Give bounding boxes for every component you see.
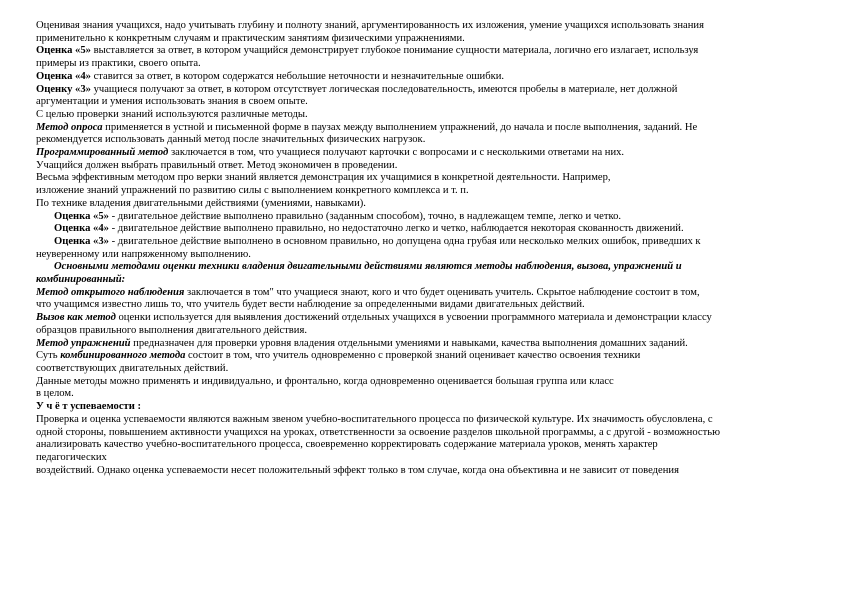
text-span: заключается в том, что учащиеся получают карточки с вопросами и с несколькими ответами на них. bbox=[168, 147, 625, 159]
text-span: учащиеся получают за ответ, в котором отсутствует логическая последовательность, имеются пробелы в материале, нет должной bbox=[90, 83, 678, 95]
text-line bbox=[36, 223, 812, 236]
text-line bbox=[36, 249, 812, 262]
emphasized-text: Оценку «3» bbox=[36, 83, 91, 95]
emphasized-text: У ч ё т успеваемости : bbox=[36, 401, 142, 413]
text-span: воздействий. Однако оценка успеваемости несет положительный эффект только в том случае, когда она объективна и не зависит от поведения bbox=[36, 464, 679, 476]
text-line bbox=[36, 439, 812, 452]
text-span: Весьма эффективным методом про верки знаний является демонстрация их учащимися в конкретной деятельности. Например, bbox=[36, 172, 611, 184]
text-span: заключается в том" что учащиеся знают, кого и что будет оценивать учитель. Скрытое наблюдение состоит в том, bbox=[184, 286, 700, 298]
text-span: Данные методы можно применять и индивидуально, и фронтально, когда одновременно оценивается большая группа или класс bbox=[36, 375, 614, 387]
text-line bbox=[36, 427, 812, 440]
text-line bbox=[36, 134, 812, 147]
emphasized-text: Оценка «5» bbox=[54, 210, 109, 222]
emphasized-text: Вызов как метод bbox=[36, 312, 116, 324]
text-line bbox=[36, 96, 812, 109]
text-span: аргументации и умения использовать знания в своем опыте. bbox=[36, 96, 308, 108]
text-line bbox=[36, 312, 812, 325]
text-span: - двигательное действие выполнено правильно (заданным способом), точно, в надлежащем темпе, легко и четко. bbox=[108, 210, 622, 222]
text-span: образцов правильного выполнения двигательного действия. bbox=[36, 324, 307, 336]
text-line bbox=[36, 122, 812, 135]
text-line bbox=[36, 172, 812, 185]
text-line bbox=[36, 363, 812, 376]
emphasized-text: Метод открытого наблюдения bbox=[36, 286, 185, 298]
text-span: педагогических bbox=[36, 451, 107, 463]
text-span: оценки используется для выявления достижений отдельных учащихся в усвоении программного материала и демонстрации классу bbox=[115, 312, 712, 324]
text-line bbox=[36, 147, 812, 160]
text-span: соответствующих двигательных действий. bbox=[36, 362, 229, 374]
text-line bbox=[36, 414, 812, 427]
text-line bbox=[36, 185, 812, 198]
text-span: что учащимся известно лишь то, что учитель будет вести наблюдение за определенными видами двигательных действий. bbox=[36, 299, 585, 311]
text-line bbox=[36, 198, 812, 211]
text-span: применительно к конкретным случаям и практическим занятиям физическими упражнениями. bbox=[36, 32, 465, 44]
text-span: в целом. bbox=[36, 388, 74, 400]
text-line bbox=[36, 45, 812, 58]
text-line bbox=[36, 452, 812, 465]
text-line bbox=[36, 325, 812, 338]
text-line bbox=[36, 338, 812, 351]
text-span: состоит в том, что учитель одновременно с проверкой знаний оценивает качество освоения техники bbox=[185, 350, 641, 362]
text-line bbox=[36, 33, 812, 46]
text-line bbox=[36, 376, 812, 389]
emphasized-text: комбинированный: bbox=[36, 274, 126, 286]
text-line bbox=[36, 109, 812, 122]
text-line bbox=[36, 236, 812, 249]
text-line bbox=[36, 287, 812, 300]
text-span: - двигательное действие выполнено правильно, но недостаточно легко и четко, наблюдается некоторая скованность движений. bbox=[108, 223, 684, 235]
text-line bbox=[36, 71, 812, 84]
text-span: Оценивая знания учащихся, надо учитывать глубину и полноту знаний, аргументированность их изложения, умение учащихся использовать знания bbox=[36, 20, 704, 31]
text-span: изложение знаний упражнений по развитию силы с выполнением конкретного комплекса и т. п. bbox=[36, 185, 469, 197]
emphasized-text: Оценка «3» bbox=[54, 235, 109, 247]
text-span: выставляется за ответ, в котором учащийся демонстрирует глубокое понимание сущности материала, логично его излагает, используя bbox=[90, 45, 699, 57]
text-line bbox=[36, 274, 812, 287]
emphasized-text: Основными методами оценки техники владения двигательными действиями являются методы наблюдения, вызова, упражнений и bbox=[54, 261, 682, 273]
emphasized-text: Программированный метод bbox=[36, 147, 169, 159]
text-span: примеры из практики, своего опыта. bbox=[36, 58, 201, 70]
text-span: С целью проверки знаний используются различные методы. bbox=[36, 108, 308, 120]
text-span: применяется в устной и письменной форме в паузах между выполнением упражнений, до начала и после выполнения, заданий. Не bbox=[102, 121, 698, 133]
emphasized-text: Метод упражнений bbox=[36, 337, 131, 349]
text-line bbox=[36, 20, 812, 33]
text-line bbox=[36, 388, 812, 401]
text-line bbox=[36, 465, 812, 478]
text-span: неуверенному или напряженному выполнению. bbox=[36, 248, 251, 260]
text-line bbox=[36, 58, 812, 71]
text-span: Суть bbox=[36, 350, 61, 362]
text-span: Проверка и оценка успеваемости являются важным звеном учебно-воспитательного процесса по физической культуре. Их значимость обусловлена, с bbox=[36, 413, 713, 425]
emphasized-text: Метод опроса bbox=[36, 121, 103, 133]
text-line bbox=[36, 350, 812, 363]
text-line bbox=[36, 160, 812, 173]
emphasized-text: комбинированного метода bbox=[60, 350, 186, 362]
text-span: - двигательное действие выполнено в основном правильно, но допущена одна грубая или несколько мелких ошибок, приведших к bbox=[108, 235, 701, 247]
text-span: предназначен для проверки уровня владения отдельными умениями и навыками, качества выполнения домашних заданий. bbox=[130, 337, 688, 349]
text-line bbox=[36, 211, 812, 224]
text-line bbox=[36, 261, 812, 274]
text-span: ставится за ответ, в котором содержатся небольшие неточности и незначительные ошибки. bbox=[90, 70, 505, 82]
text-span: анализировать качество учебно-воспитательного процесса, своевременно корректировать содержание материала уроков, менять характер bbox=[36, 439, 658, 451]
text-span: рекомендуется использовать данный метод после значительных физических нагрузок. bbox=[36, 134, 426, 146]
text-span: Учащийся должен выбрать правильный ответ. Метод экономичен в проведении. bbox=[36, 159, 398, 171]
emphasized-text: Оценка «4» bbox=[54, 223, 109, 235]
text-line bbox=[36, 84, 812, 97]
text-span: одной стороны, повышением активности учащихся на уроках, ответственности за освоение разделов школьной программы, а с другой - возможностью bbox=[36, 426, 720, 438]
text-line bbox=[36, 299, 812, 312]
emphasized-text: Оценка «5» bbox=[36, 45, 91, 57]
text-line bbox=[36, 401, 812, 414]
text-span: По технике владения двигательными действиями (умениями, навыками). bbox=[36, 197, 366, 209]
emphasized-text: Оценка «4» bbox=[36, 70, 91, 82]
